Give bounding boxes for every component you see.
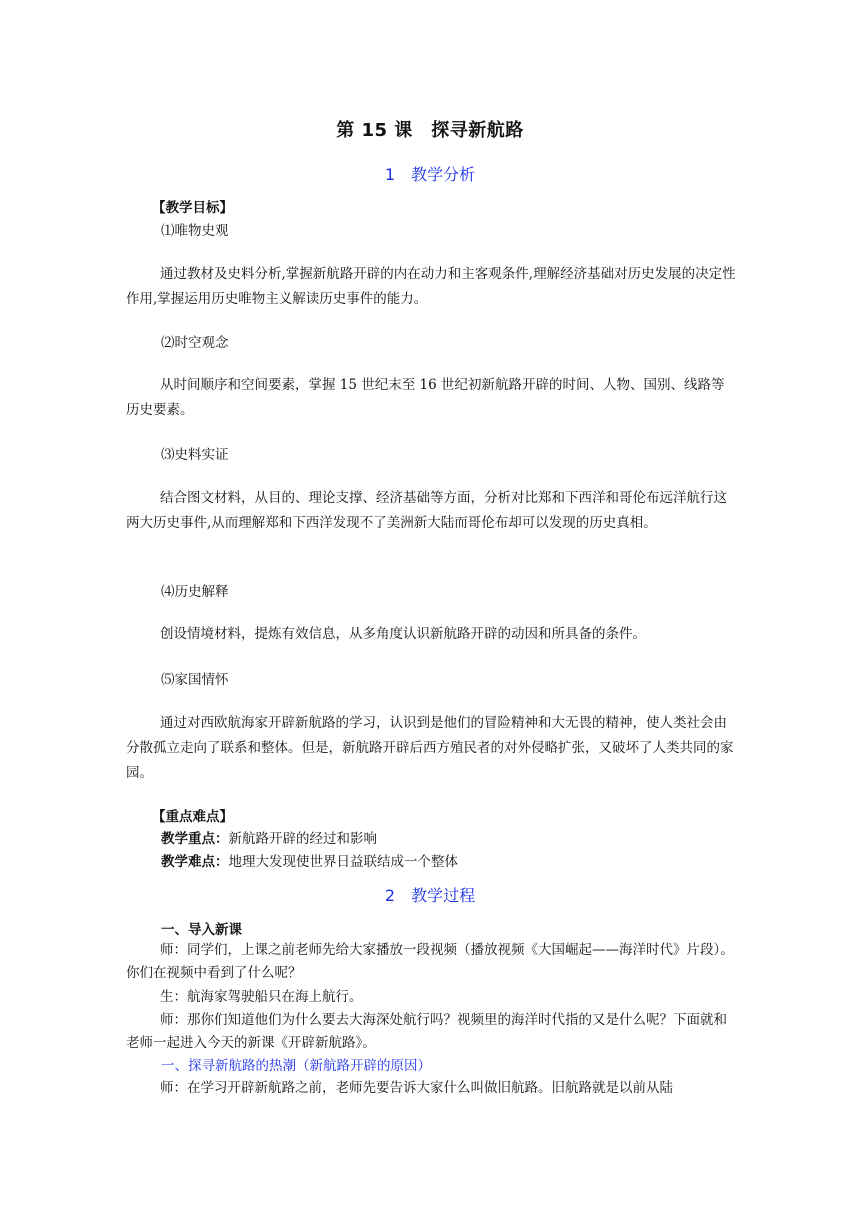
part1-heading: 一、导入新课 (161, 922, 242, 938)
key-difficulty-text: 地理大发现使世界日益联结成一个整体 (228, 854, 458, 870)
objective-5-label: ⑸家国情怀 (161, 672, 229, 688)
objective-4-text: 创设情境材料，提炼有效信息，从多角度认识新航路开辟的动因和所具备的条件。 (160, 626, 646, 642)
dialog-3: 师：那你们知道他们为什么要去大海深处航行吗？视频里的海洋时代指的又是什么呢？下面就和老师一起进入今天的新课《开辟新航路》。 (126, 1012, 727, 1051)
objectives-label: 【教学目标】 (152, 200, 233, 216)
objective-4-label: ⑷历史解释 (161, 584, 229, 600)
key-focus-text: 新航路开辟的经过和影响 (228, 831, 377, 847)
objective-3-label: ⑶史料实证 (161, 447, 229, 463)
objective-1-text: 通过教材及史料分析,掌握新航路开辟的内在动力和主客观条件,理解经济基础对历史发展的决定性作用,掌握运用历史唯物主义解读历史事件的能力。 (126, 266, 736, 307)
part2-heading: 一、探寻新航路的热潮（新航路开辟的原因） (161, 1058, 431, 1074)
section2-heading: 2 教学过程 (384, 886, 476, 905)
objective-5-text: 通过对西欧航海家开辟新航路的学习，认识到是他们的冒险精神和大无畏的精神，使人类社会由分散孤立走向了联系和整体。但是，新航路开辟后西方殖民者的对外侵略扩张，又破坏了人类共同的家园。 (126, 715, 734, 781)
section1-heading: 1 教学分析 (384, 165, 476, 184)
objective-2-label: ⑵时空观念 (161, 335, 229, 351)
dialog-1: 师：同学们，上课之前老师先给大家播放一段视频（播放视频《大国崛起——海洋时代》片段）。你们在视频中看到了什么呢？ (126, 942, 734, 981)
dialog-2: 生：航海家驾驶船只在海上航行。 (160, 989, 363, 1005)
dialog-4: 师：在学习开辟新航路之前，老师先要告诉大家什么叫做旧航路。旧航路就是以前从陆 (160, 1080, 673, 1096)
page-title: 第 15 课 探寻新航路 (336, 120, 524, 141)
objective-1-label: ⑴唯物史观 (161, 223, 229, 239)
key-focus-label: 教学重点： (161, 831, 229, 847)
objective-3-text: 结合图文材料，从目的、理论支撑、经济基础等方面，分析对比郑和下西洋和哥伦布远洋航行这两大历史事件,从而理解郑和下西洋发现不了美洲新大陆而哥伦布却可以发现的历史真相。 (126, 490, 727, 531)
key-difficulty-label: 教学难点： (161, 854, 229, 870)
key-difficulty-line (161, 850, 458, 870)
key-focus-line (161, 827, 377, 847)
objective-2-text: 从时间顺序和空间要素，掌握 15 世纪末至 16 世纪初新航路开辟的时间、人物、国别、线路等历史要素。 (126, 377, 725, 418)
keypoints-label: 【重点难点】 (152, 809, 233, 825)
